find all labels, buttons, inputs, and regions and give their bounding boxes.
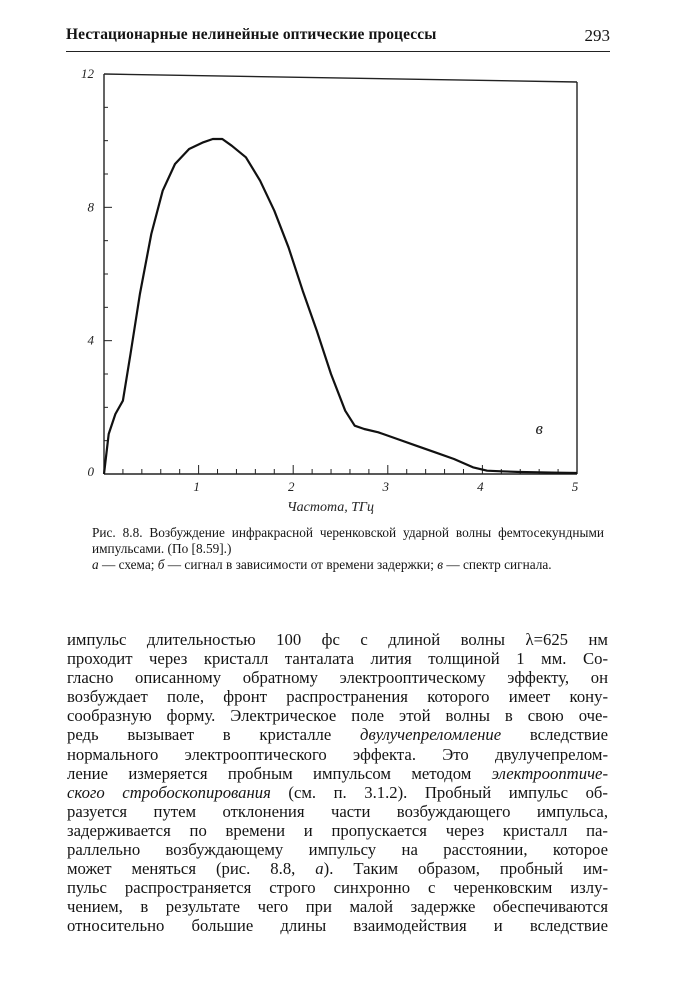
x-tick-label: 2: [287, 479, 295, 494]
italic-term: электрооптиче-: [491, 763, 608, 783]
top-frame-line: [104, 74, 577, 82]
caption-legend: [92, 557, 604, 573]
caption-a-label: а: [92, 557, 99, 572]
x-tick-label: 1: [193, 479, 200, 494]
caption-b-text: — сигнал в зависимости от времени задержки;: [164, 557, 438, 572]
running-title: Нестационарные нелинейные оптические процессы: [66, 26, 437, 43]
header-rule: [66, 51, 610, 52]
caption-a-text: — схема;: [98, 557, 158, 572]
body-line: ского стробоскопирования (см. п. 3.1.2). Пробный импульс об-: [67, 782, 608, 802]
body-line: нормального электрооптического эффекта. Это двулучепрелом-: [67, 744, 608, 764]
spectrum-curve: [104, 139, 577, 474]
panel-letter: в: [535, 419, 543, 438]
x-axis-title: Частота, ТГц: [286, 500, 375, 515]
page-number: 293: [584, 26, 610, 45]
caption-c-text: — спектр сигнала.: [443, 557, 552, 572]
body-text: [67, 630, 608, 936]
body-line: сообразную форму. Электрическое поле этой волны в свою оче-: [67, 706, 608, 726]
x-tick-label: 3: [382, 479, 390, 494]
y-tick-label: 12: [81, 66, 94, 81]
y-tick-label: 4: [87, 332, 94, 348]
body-line: проходит через кристалл танталата лития толщиной 1 мм. Со-: [67, 649, 608, 669]
caption-c-label: в: [437, 557, 444, 572]
body-line: пульс распространяется строго синхронно с черенковским излу-: [67, 878, 608, 898]
body-line: гласно описанному обратному электрооптическому эффекту, он: [67, 668, 608, 688]
running-header: [66, 24, 610, 48]
caption-b-label: б: [157, 557, 165, 572]
body-line: импульс длительностью 100 фс с длиной волны λ=625 нм: [67, 630, 608, 649]
x-tick-label: 5: [571, 479, 579, 494]
body-line: разуется путем отклонения части возбуждающего импульса,: [67, 801, 608, 821]
italic-term: двулучепреломление: [360, 725, 502, 745]
body-line: редь вызывает в кристалле двулучепреломление вследствие: [67, 725, 609, 745]
italic-term: ского стробоскопирования: [67, 782, 271, 802]
figure-caption: [92, 525, 604, 573]
italic-term: а: [315, 859, 324, 879]
body-line: чением, в результате чего при малой задержке обеспечиваются: [67, 897, 608, 917]
body-line: возбуждает поле, фронт распространения которого имеет кону-: [67, 687, 608, 707]
spectrum-figure: [70, 55, 600, 515]
body-line: ление измеряется пробным импульсом методом электрооптиче-: [67, 763, 608, 783]
body-line: раллельно возбуждающему импульсу на расстоянии, которое: [67, 840, 608, 860]
body-line: относительно большие длины взаимодействия и вследствие: [67, 916, 608, 936]
caption-title: Рис. 8.8. Возбуждение инфракрасной черенковской ударной волны фемтосекундными импульсами. (По [8.59].): [92, 525, 604, 556]
body-line: может меняться (рис. 8.8, а). Таким образом, пробный им-: [67, 859, 609, 879]
y-tick-label: 0: [87, 464, 94, 479]
body-line: задерживается по времени и пропускается через кристалл па-: [67, 820, 608, 840]
x-tick-label: 4: [477, 479, 484, 494]
y-tick-label: 8: [87, 199, 94, 215]
